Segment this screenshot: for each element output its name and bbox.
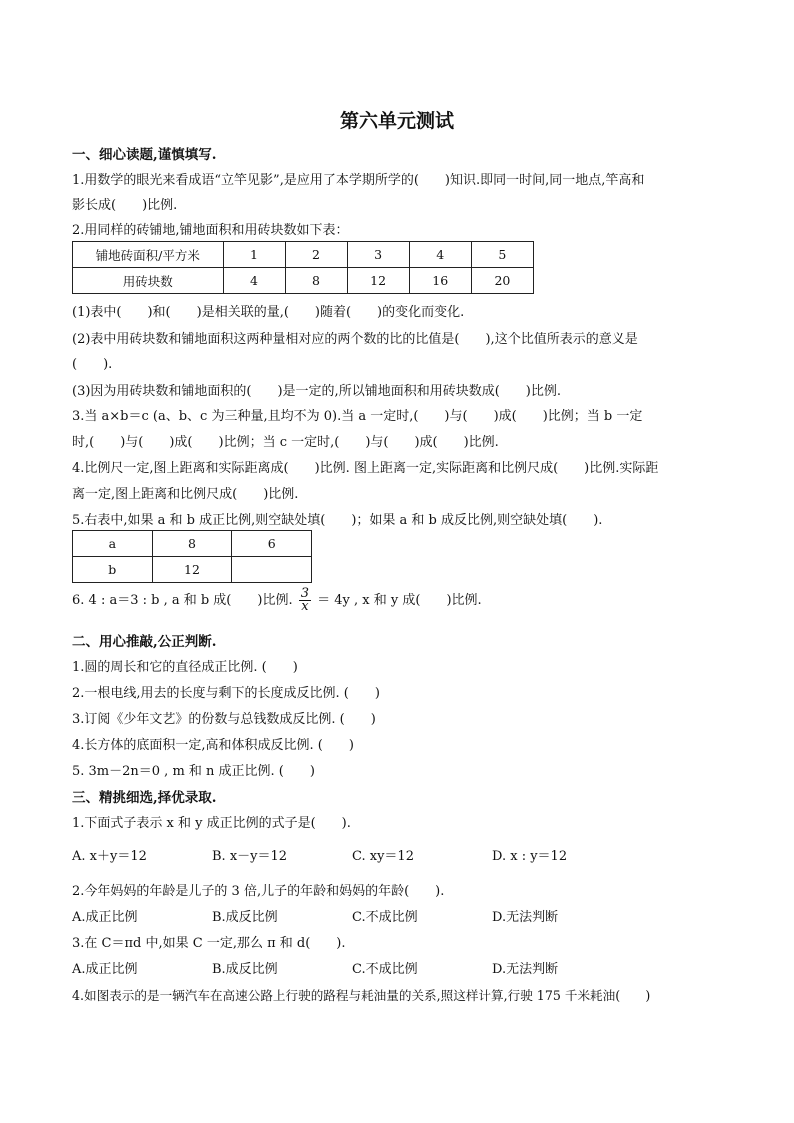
choice-2-option-a: A.成正比例 bbox=[72, 910, 138, 925]
table-cell: 5 bbox=[471, 242, 533, 268]
judge-item-2: 2.一根电线,用去的长度与剩下的长度成反比例. ( ) bbox=[72, 686, 380, 701]
choice-question-3: 3.在 C＝πd 中,如果 C 一定,那么 π 和 d( ). bbox=[72, 936, 346, 951]
choice-1-option-a: A. x＋y＝12 bbox=[72, 849, 147, 864]
ab-table bbox=[72, 530, 312, 583]
question-4-line-2: 离一定,图上距离和比例尺成( )比例. bbox=[72, 487, 299, 502]
table-cell: 12 bbox=[152, 557, 232, 583]
question-3-line-1: 3.当 a×b＝c (a、b、c 为三种量,且均不为 0).当 a 一定时,( )与( )成( )比例；当 b 一定 bbox=[72, 409, 643, 424]
question-5: 5.右表中,如果 a 和 b 成正比例,则空缺处填( )；如果 a 和 b 成反比例,则空缺处填( ). bbox=[72, 513, 603, 528]
table-cell: 3 bbox=[347, 242, 409, 268]
question-1-line-1: 1.用数学的眼光来看成语“立竿见影”,是应用了本学期所学的( )知识.即同一时间,同一地点,竿高和 bbox=[72, 173, 645, 188]
choice-3-option-d: D.无法判断 bbox=[492, 962, 559, 977]
fraction-denominator: x bbox=[301, 599, 309, 614]
table-cell: b bbox=[73, 557, 153, 583]
section-1-heading: 一、细心读题,谨慎填写. bbox=[72, 147, 217, 163]
section-3-heading: 三、精挑细选,择优录取. bbox=[72, 790, 217, 806]
question-2-part-2-line-1: (2)表中用砖块数和铺地面积这两种量相对应的两个数的比的比值是( ),这个比值所表示的意义是 bbox=[72, 332, 638, 347]
choice-2-option-d: D.无法判断 bbox=[492, 910, 559, 925]
question-2-part-2-line-2: ( ). bbox=[72, 357, 113, 372]
judge-item-1: 1.圆的周长和它的直径成正比例. ( ) bbox=[72, 660, 298, 675]
choice-2-option-c: C.不成比例 bbox=[352, 910, 418, 925]
choice-question-2: 2.今年妈妈的年龄是儿子的 3 倍,儿子的年龄和妈妈的年龄( ). bbox=[72, 884, 445, 899]
question-3-line-2: 时,( )与( )成( )比例；当 c 一定时,( )与( )成( )比例. bbox=[72, 435, 499, 450]
table-cell: 20 bbox=[471, 268, 533, 294]
section-2-heading: 二、用心推敲,公正判断. bbox=[72, 634, 217, 650]
table-cell: a bbox=[73, 531, 153, 557]
table-row bbox=[73, 242, 534, 268]
question-6 bbox=[72, 588, 482, 613]
page-title: 第六单元测试 bbox=[339, 110, 454, 132]
table-row bbox=[73, 531, 312, 557]
choice-3-option-b: B.成反比例 bbox=[212, 962, 278, 977]
fraction-3-over-x bbox=[299, 588, 311, 613]
table-cell: 16 bbox=[409, 268, 471, 294]
question-4-line-1: 4.比例尺一定,图上距离和实际距离成( )比例. 图上距离一定,实际距离和比例尺成( )比例.实际距 bbox=[72, 461, 659, 476]
fraction-numerator: 3 bbox=[300, 586, 310, 601]
choice-question-1: 1.下面式子表示 x 和 y 成正比例的式子是( ). bbox=[72, 816, 351, 831]
table-cell: 4 bbox=[223, 268, 285, 294]
brick-table bbox=[72, 241, 534, 294]
table-cell: 8 bbox=[152, 531, 232, 557]
judge-item-5: 5. 3m－2n＝0 , m 和 n 成正比例. ( ) bbox=[72, 764, 315, 779]
judge-item-4: 4.长方体的底面积一定,高和体积成反比例. ( ) bbox=[72, 738, 354, 753]
question-6-part-b: ＝ 4y , x 和 y 成( )比例. bbox=[317, 593, 482, 608]
table-row bbox=[73, 268, 534, 294]
choice-2-option-b: B.成反比例 bbox=[212, 910, 278, 925]
table-cell: 2 bbox=[285, 242, 347, 268]
question-6-part-a: 6. 4 : a＝3 : b , a 和 b 成( )比例. bbox=[72, 593, 293, 608]
choice-1-option-c: C. xy＝12 bbox=[352, 849, 414, 864]
choice-1-option-d: D. x : y＝12 bbox=[492, 849, 568, 864]
judge-item-3: 3.订阅《少年文艺》的份数与总钱数成反比例. ( ) bbox=[72, 712, 376, 727]
choice-1-option-b: B. x－y＝12 bbox=[212, 849, 288, 864]
choice-question-4: 4.如图表示的是一辆汽车在高速公路上行驶的路程与耗油量的关系,照这样计算,行驶 175 千米耗油( ) bbox=[72, 988, 651, 1003]
table-cell: 8 bbox=[285, 268, 347, 294]
table-cell: 4 bbox=[409, 242, 471, 268]
table-cell: 铺地砖面积/平方米 bbox=[73, 242, 224, 268]
question-1-line-2: 影长成( )比例. bbox=[72, 198, 178, 213]
table-row bbox=[73, 557, 312, 583]
question-2-intro: 2.用同样的砖铺地,铺地面积和用砖块数如下表： bbox=[72, 223, 349, 238]
table-cell: 1 bbox=[223, 242, 285, 268]
table-cell: 用砖块数 bbox=[73, 268, 224, 294]
choice-3-option-c: C.不成比例 bbox=[352, 962, 418, 977]
choice-3-option-a: A.成正比例 bbox=[72, 962, 138, 977]
question-2-part-1: (1)表中( )和( )是相关联的量,( )随着( )的变化而变化. bbox=[72, 305, 465, 320]
question-2-part-3: (3)因为用砖块数和铺地面积的( )是一定的,所以铺地面积和用砖块数成( )比例. bbox=[72, 384, 561, 399]
table-cell: 12 bbox=[347, 268, 409, 294]
table-cell bbox=[232, 557, 312, 583]
table-cell: 6 bbox=[232, 531, 312, 557]
